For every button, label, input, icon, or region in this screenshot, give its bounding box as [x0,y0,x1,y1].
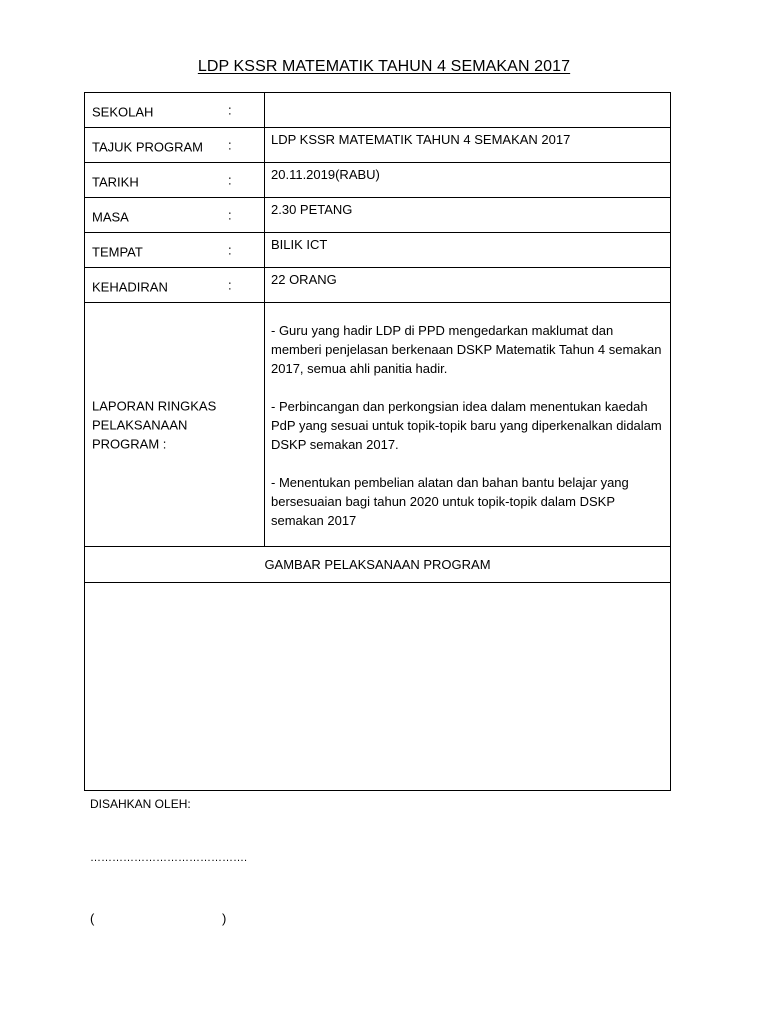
form-row-tajuk-program [85,128,671,163]
document-title: LDP KSSR MATEMATIK TAHUN 4 SEMAKAN 2017 [197,58,571,75]
value-cell [265,198,671,233]
form-row-photo-header [85,547,671,583]
close-bracket: ) [222,911,227,926]
value-cell [265,128,671,163]
label-cell [85,128,265,163]
photo-section-heading: GAMBAR PELAKSANAAN PROGRAM [85,547,671,583]
field-value-kehadiran: 22 ORANG [271,272,337,287]
report-summary [265,303,670,546]
label-colon: : [228,137,232,153]
field-label-laporan: LAPORAN RINGKAS PELAKSANAAN PROGRAM : [92,398,217,451]
form-row-masa [85,198,671,233]
field-value-tajuk-program: LDP KSSR MATEMATIK TAHUN 4 SEMAKAN 2017 [271,132,571,147]
label-colon: : [228,207,232,223]
label-colon: : [228,242,232,258]
value-cell [265,233,671,268]
approved-by-label: DISAHKAN OLEH: [90,797,191,811]
report-paragraph: - Menentukan pembelian alatan dan bahan bantu belajar yang bersesuaian bagi tahun 2020 untuk topik-topik dalam DSKP semakan 2017 [271,475,629,528]
open-bracket: ( [90,911,95,926]
label-colon: : [228,277,232,293]
signature-line: ……………………………………. [90,852,248,864]
form-row-tarikh [85,163,671,198]
value-cell [265,93,671,128]
report-paragraph: - Perbincangan dan perkongsian idea dalam menentukan kaedah PdP yang sesuai untuk topik-topik baru yang diperkenalkan didalam DSKP semakan 2017. [271,399,662,452]
field-value-masa: 2.30 PETANG [271,202,353,217]
value-cell [265,303,671,547]
program-report-form [84,92,671,791]
label-cell [85,303,265,547]
label-cell [85,268,265,303]
report-paragraph: - Guru yang hadir LDP di PPD mengedarkan maklumat dan memberi penjelasan berkenaan DSKP Matematik Tahun 4 semakan 2017, semua ahli panitia hadir. [271,323,662,376]
photo-placeholder [85,583,671,791]
field-label-tempat: TEMPAT [92,244,143,260]
value-cell [265,163,671,198]
field-label-tajuk-program: TAJUK PROGRAM [92,139,203,155]
field-value-tarikh: 20.11.2019(RABU) [271,167,380,182]
field-label-masa: MASA [92,209,129,225]
form-row-laporan [85,303,671,547]
field-label-sekolah: SEKOLAH [92,104,154,120]
label-cell [85,163,265,198]
label-cell [85,233,265,268]
field-label-kehadiran: KEHADIRAN [92,279,168,295]
label-colon: : [228,102,232,118]
value-cell [265,268,671,303]
form-row-tempat [85,233,671,268]
label-colon: : [228,172,232,188]
field-value-tempat: BILIK ICT [271,237,328,252]
label-cell [85,198,265,233]
form-row-kehadiran [85,268,671,303]
form-row-sekolah [85,93,671,128]
field-label-tarikh: TARIKH [92,174,139,190]
field-value-sekolah [265,93,670,97]
label-cell [85,93,265,128]
form-row-photo-area [85,583,671,791]
